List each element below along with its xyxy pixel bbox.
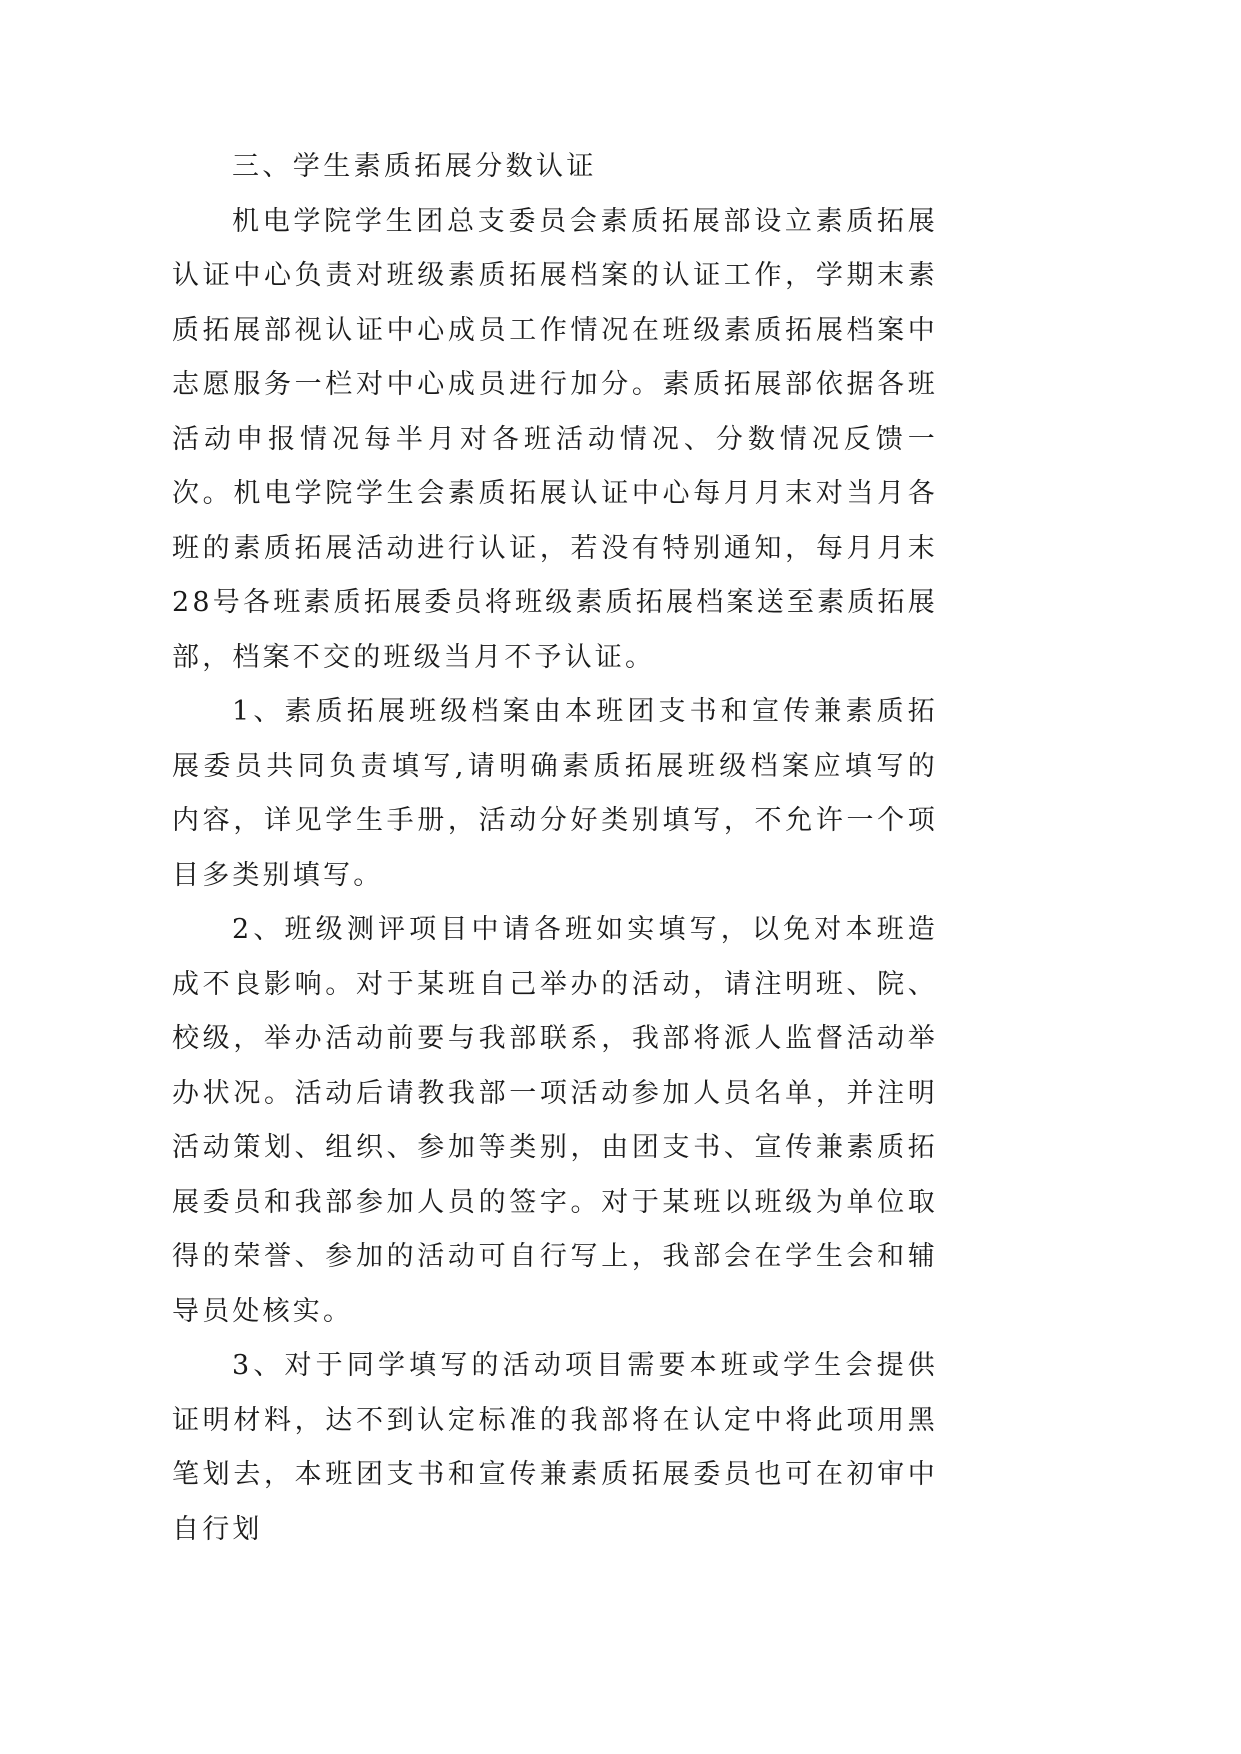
- document-body: [172, 140, 938, 1557]
- paragraph-certification-center: 机电学院学生团总支委员会素质拓展部设立素质拓展认证中心负责对班级素质拓展档案的认证工作，学期末素质拓展部视认证中心成员工作情况在班级素质拓展档案中志愿服务一栏对中心成员进行加分。素质拓展部依据各班活动申报情况每半月对各班活动情况、分数情况反馈一次。机电学院学生会素质拓展认证中心每月月末对当月各班的素质拓展活动进行认证，若没有特别通知，每月月末28号各班素质拓展委员将班级素质拓展档案送至素质拓展部，档案不交的班级当月不予认证。: [172, 205, 938, 673]
- section-heading: 三、学生素质拓展分数认证: [232, 151, 597, 182]
- paragraph-rule-1: 1、素质拓展班级档案由本班团支书和宣传兼素质拓展委员共同负责填写,请明确素质拓展班级档案应填写的内容，详见学生手册，活动分好类别填写，不允许一个项目多类别填写。: [172, 696, 938, 891]
- paragraph-rule-2: 2、班级测评项目中请各班如实填写，以免对本班造成不良影响。对于某班自己举办的活动，请注明班、院、校级，举办活动前要与我部联系，我部将派人监督活动举办状况。活动后请教我部一项活动参加人员名单，并注明活动策划、组织、参加等类别，由团支书、宣传兼素质拓展委员和我部参加人员的签字。对于某班以班级为单位取得的荣誉、参加的活动可自行写上，我部会在学生会和辅导员处核实。: [172, 914, 938, 1327]
- paragraph-rule-3: 3、对于同学填写的活动项目需要本班或学生会提供证明材料，达不到认定标准的我部将在认定中将此项用黑笔划去，本班团支书和宣传兼素质拓展委员也可在初审中自行划: [172, 1350, 938, 1545]
